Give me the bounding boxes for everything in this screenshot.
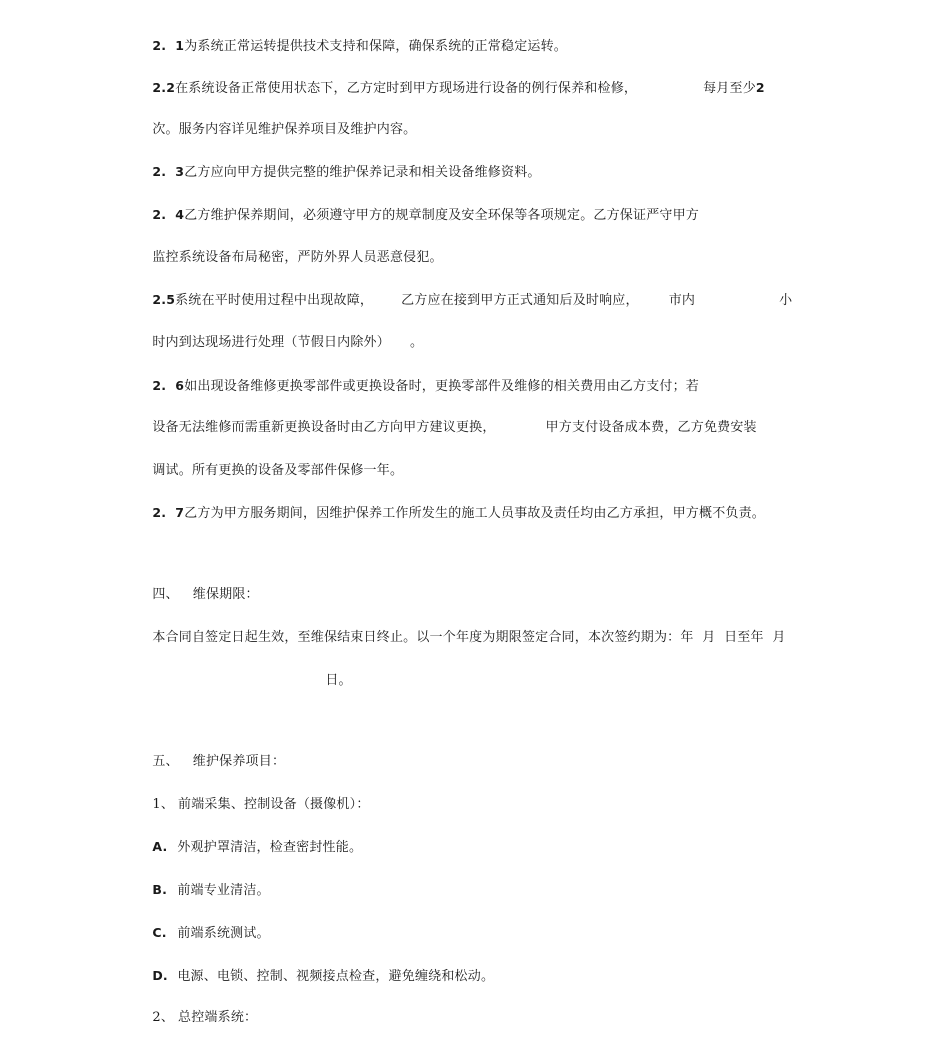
item-text: 外观护罩清洁，检查密封性能。 bbox=[177, 840, 363, 855]
clause-number: 2. 3 bbox=[152, 164, 185, 179]
clause-text: 乙方应向甲方提供完整的维护保养记录和相关设备维修资料。 bbox=[184, 165, 541, 180]
clause-text: 系统在平时使用过程中出现故障， bbox=[175, 293, 374, 308]
section-4-text-cont bbox=[308, 654, 352, 708]
section-4-text bbox=[135, 611, 786, 665]
item-letter: C. bbox=[152, 925, 167, 940]
clause-text: 每月至少 bbox=[703, 81, 756, 96]
term-text: 本合同自签定日起生效，至维保结束日终止。以一个年度为期限签定合同，本次签约期为：年 月 日至年 月 bbox=[152, 630, 786, 645]
clause-text: 乙方应在接到甲方正式通知后及时响应， bbox=[401, 293, 639, 308]
heading-number: 五、 bbox=[152, 754, 179, 769]
clause-text: 次。服务内容详见维护保养项目及维护内容。 bbox=[152, 122, 417, 137]
clause-number: 2. 4 bbox=[152, 207, 185, 222]
clause-text: 在系统设备正常使用状态下，乙方定时到甲方现场进行设备的例行保养和检修， bbox=[175, 81, 638, 96]
clause-number: 2.2 bbox=[152, 80, 176, 95]
item-text: 电源、电锁、控制、视频接点检查，避免缠绕和松动。 bbox=[177, 969, 495, 984]
clause-text: 乙方维护保养期间，必须遵守甲方的规章制度及安全环保等各项规定。乙方保证严守甲方 bbox=[184, 208, 700, 223]
clause-text: 调试。所有更换的设备及零部件保修一年。 bbox=[152, 463, 404, 478]
heading-text: 维保期限： bbox=[192, 587, 259, 602]
heading-text: 维护保养项目： bbox=[192, 754, 286, 769]
clause-text: 监控系统设备布局秘密，严防外界人员恶意侵犯。 bbox=[152, 250, 443, 265]
item-text: 前端系统测试。 bbox=[177, 926, 270, 941]
clause-text: 如出现设备维修更换零部件或更换设备时，更换零部件及维修的相关费用由乙方支付；若 bbox=[184, 379, 700, 394]
clause-number: 2. 7 bbox=[152, 505, 185, 520]
item-text: 前端专业清洁。 bbox=[177, 883, 270, 898]
sub-text: 前端采集、控制设备（摄像机）： bbox=[178, 797, 370, 812]
sub-number: 2、 bbox=[152, 1010, 175, 1025]
sub-number: 1、 bbox=[152, 797, 175, 812]
item-letter: B. bbox=[152, 882, 168, 897]
clause-2-7 bbox=[135, 486, 765, 541]
item-letter: D. bbox=[152, 968, 168, 983]
clause-number: 2. 6 bbox=[152, 378, 185, 393]
term-text: 日。 bbox=[325, 673, 352, 688]
clause-text: 市内 bbox=[668, 293, 696, 308]
sub-text: 总控端系统： bbox=[178, 1010, 258, 1025]
heading-number: 四、 bbox=[152, 587, 179, 602]
maintenance-count: 2 bbox=[755, 80, 765, 95]
clause-text: 小 bbox=[779, 293, 793, 308]
clause-text: 设备无法维修而需重新更换设备时由乙方向甲方建议更换， bbox=[152, 420, 496, 435]
clause-text: 乙方为甲方服务期间，因维护保养工作所发生的施工人员事故及责任均由乙方承担，甲方概不负责。 bbox=[184, 506, 766, 521]
clause-text: 甲方支付设备成本费，乙方免费安装 bbox=[545, 420, 757, 435]
clause-text: 为系统正常运转提供技术支持和保障，确保系统的正常稳定运转。 bbox=[184, 39, 568, 54]
clause-text: 。 bbox=[409, 335, 424, 350]
clause-number: 2.5 bbox=[152, 292, 176, 307]
clause-text: 时内到达现场进行处理（节假日内除外） bbox=[152, 335, 390, 350]
item-letter: A. bbox=[152, 839, 168, 854]
clause-number: 2. 1 bbox=[152, 38, 185, 53]
section-5-sub-2 bbox=[135, 991, 257, 1045]
